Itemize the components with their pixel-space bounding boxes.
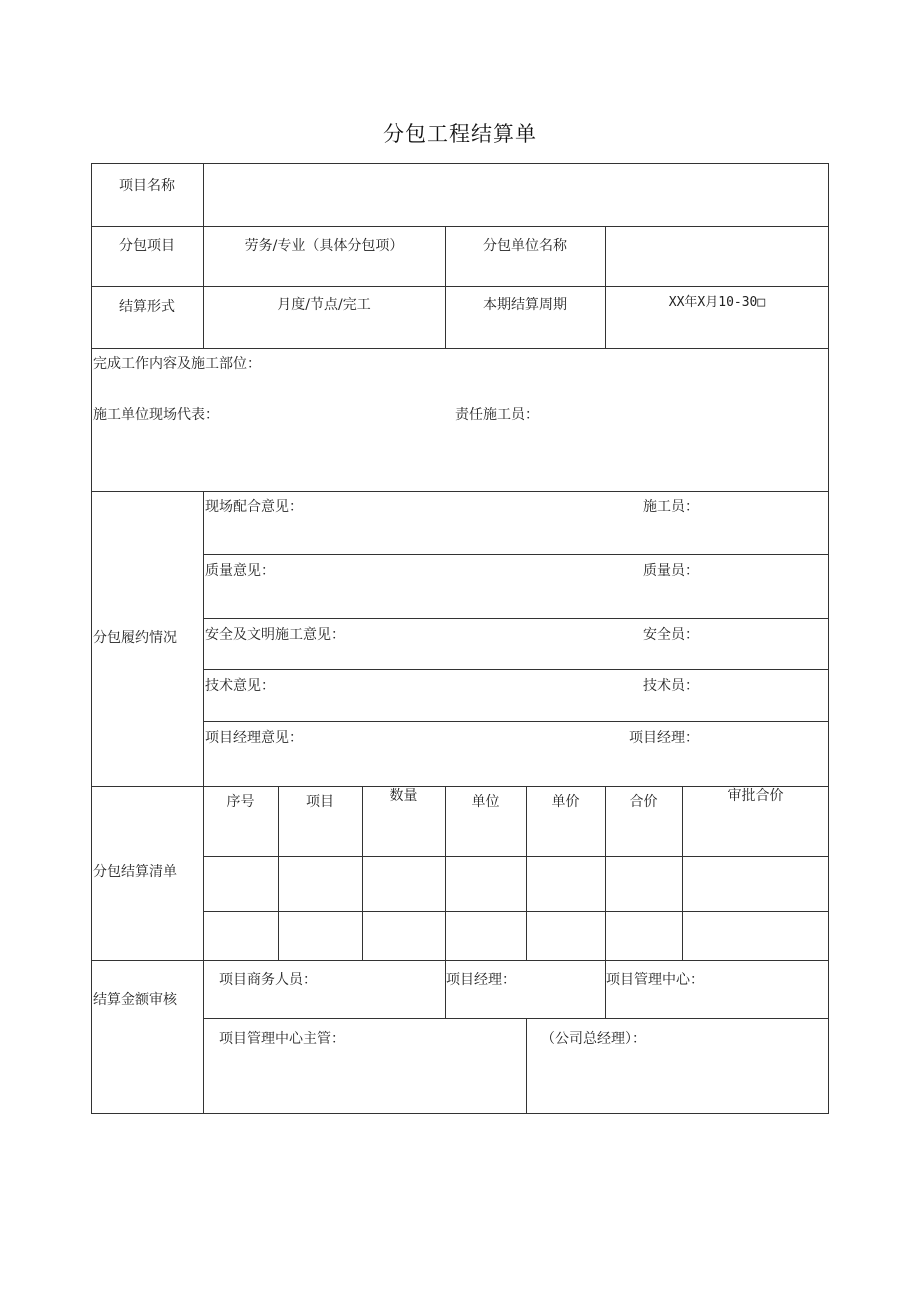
settlement-period-label: 本期结算周期 — [483, 297, 567, 313]
settlement-period-value[interactable]: XX年X月10-30□ — [668, 295, 766, 310]
quality-opinion-label: 质量意见： — [205, 563, 275, 579]
list-header-unit-price: 单价 — [551, 794, 580, 810]
project-manager-opinion-label: 项目经理意见： — [205, 730, 303, 746]
audit-section-label: 结算金额审核 — [93, 992, 177, 1008]
settlement-type-label: 结算形式 — [119, 299, 175, 315]
safety-officer-sign-label: 安全员： — [643, 627, 699, 643]
audit-project-manager-label: 项目经理： — [446, 972, 516, 988]
list-header-quantity: 数量 — [389, 788, 418, 804]
project-name-label: 项目名称 — [119, 178, 175, 194]
technical-opinion-label: 技术意见： — [205, 678, 275, 694]
general-manager-label: （公司总经理）： — [541, 1031, 646, 1047]
quality-inspector-sign-label: 质量员： — [643, 563, 699, 579]
subcontract-item-value[interactable]: 劳务/专业（具体分包项） — [244, 238, 404, 254]
subcontract-item-label: 分包项目 — [119, 238, 175, 254]
site-representative-label: 施工单位现场代表： — [93, 407, 219, 423]
builder-sign-label: 施工员： — [643, 499, 699, 515]
responsible-builder-label: 责任施工员： — [455, 407, 539, 423]
list-header-total-price: 合价 — [629, 794, 658, 810]
page-title: 分包工程结算单 — [383, 122, 537, 146]
subcontractor-name-label: 分包单位名称 — [483, 238, 567, 254]
work-content-label: 完成工作内容及施工部位： — [93, 356, 261, 372]
safety-opinion-label: 安全及文明施工意见： — [205, 627, 345, 643]
settlement-type-value[interactable]: 月度/节点/完工 — [277, 297, 371, 313]
list-header-item: 项目 — [306, 794, 334, 810]
settlement-list-label: 分包结算清单 — [93, 864, 177, 880]
business-staff-label: 项目商务人员： — [219, 972, 317, 988]
list-header-approved-price: 审批合价 — [727, 788, 784, 804]
settlement-form — [91, 163, 829, 1114]
site-coordination-opinion-label: 现场配合意见： — [205, 499, 303, 515]
list-header-unit: 单位 — [471, 794, 500, 810]
management-center-head-label: 项目管理中心主管： — [219, 1031, 345, 1047]
performance-section-label: 分包履约情况 — [93, 630, 177, 646]
list-header-serial: 序号 — [226, 794, 255, 810]
management-center-label: 项目管理中心： — [606, 972, 704, 988]
project-manager-sign-label: 项目经理： — [629, 730, 699, 746]
technician-sign-label: 技术员： — [643, 678, 699, 694]
